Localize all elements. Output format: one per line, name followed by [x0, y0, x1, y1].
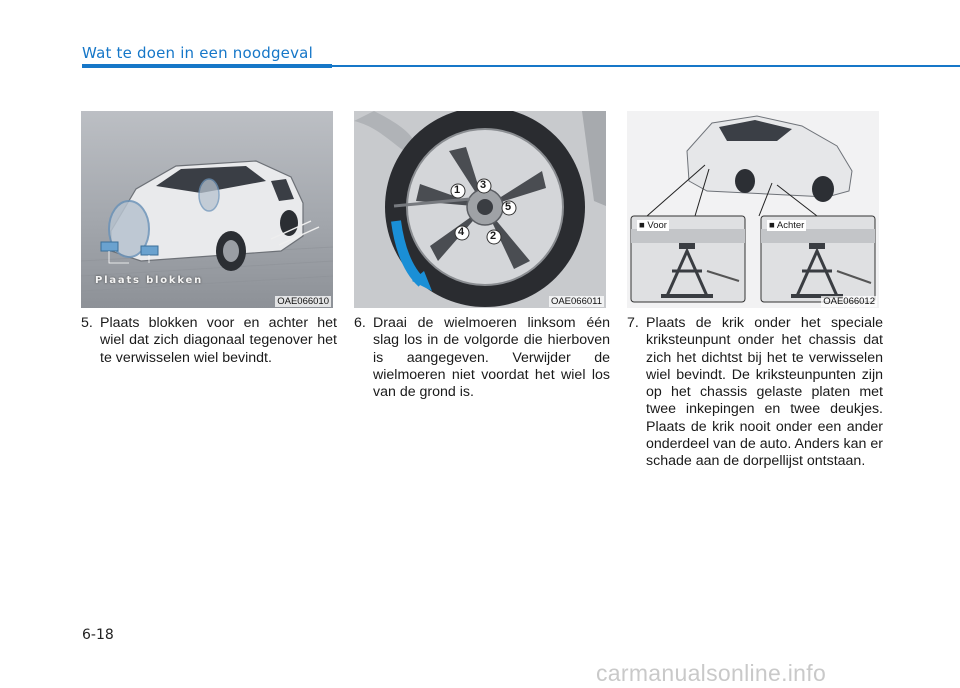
- step-5: [81, 315, 337, 367]
- figure-lug-nut-order: [354, 111, 606, 308]
- header-rule: [332, 65, 960, 67]
- lug-number-4: 4: [458, 226, 465, 238]
- front-jack-label: ■ Voor: [639, 220, 667, 231]
- jack-points-illustration: [627, 111, 879, 308]
- lug-number-5: 5: [505, 201, 512, 213]
- header-rule-accent: [82, 64, 332, 68]
- figure-code: OAE066011: [550, 296, 602, 307]
- lug-number-2: 2: [490, 230, 497, 242]
- step-number: 5.: [81, 315, 93, 331]
- section-title: Wat te doen in een noodgeval: [82, 44, 313, 62]
- wheel-illustration: [354, 111, 606, 308]
- figure-wheel-blocks: [81, 111, 333, 308]
- figure-jack-points: [627, 111, 879, 308]
- step-text: Draai de wielmoeren linksom één slag los in de volgorde die hierboven is aangegeven. Verwijder de wielmoeren niet voordat het wiel los van de grond is.: [373, 315, 610, 401]
- step-text: Plaats blokken voor en achter het wiel dat zich diagonaal tegenover het te verwisselen wiel bevindt.: [100, 315, 337, 366]
- step-number: 7.: [627, 315, 639, 331]
- step-6: [354, 315, 610, 401]
- figure-code: OAE066012: [823, 296, 875, 307]
- step-number: 6.: [354, 315, 366, 331]
- lug-number-1: 1: [454, 184, 461, 196]
- lug-number-3: 3: [480, 179, 487, 191]
- watermark: carmanualsonline.info: [596, 660, 827, 686]
- step-7: [627, 315, 883, 471]
- step-text: Plaats de krik onder het speciale kriksteunpunt onder het chassis dat zich het dichtst bij het te verwisselen wiel bevindt. De kriksteunpunten zijn op het chassis gelaste platen met twee inkepingen en twee deukjes. Plaats de krik nooit onder een ander onderdeel van de auto. Anders kan er schade aan de dorpellijst ontstaan.: [646, 315, 883, 470]
- blocks-label: Plaats blokken: [95, 275, 204, 286]
- page-number: 6-18: [82, 627, 114, 643]
- rear-jack-label: ■ Achter: [769, 220, 805, 231]
- figure-code: OAE066010: [277, 296, 329, 307]
